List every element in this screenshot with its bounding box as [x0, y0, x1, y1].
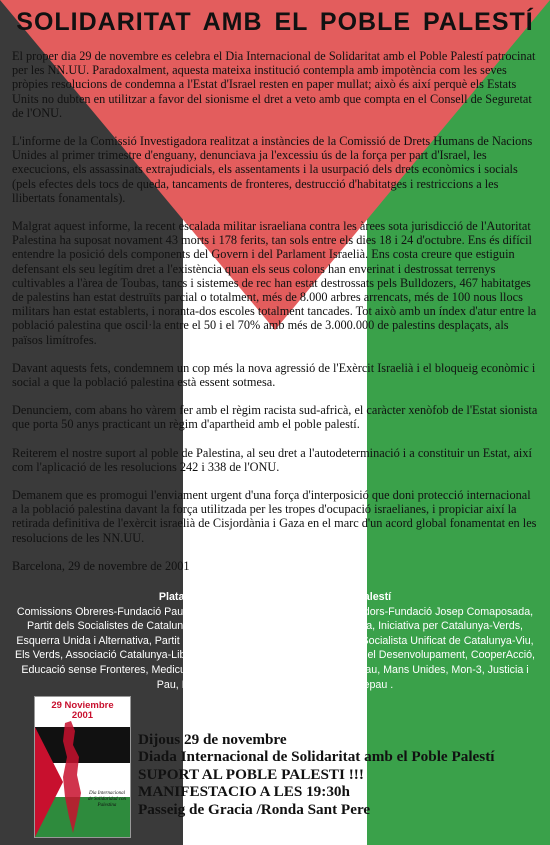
poster-flag-map-icon [35, 697, 130, 837]
paragraph-support: Reiterem el nostre suport al poble de Palestina, al seu dret a l'autodeterminació i a constituir un Estat, així com l'aplicació de les resolucions 242 i 338 de l'ONU. [12, 445, 532, 474]
paragraph-condemnation: Davant aquests fets, condemnem un cop més la nova agressió de l'Exèrcit Israelià i el bloqueig econòmic i social a que la població palestina està essent sotmesa. [12, 360, 536, 390]
poster-caption: Dia Internacional de Solidaridad con Palestina [87, 791, 127, 808]
event-details [138, 731, 543, 818]
poster-date-year: 2001 [71, 710, 94, 721]
platform-heading: Plataforma de Solidaritat amb el Poble Palestí [158, 591, 392, 603]
paragraph-apartheid: Denunciem, com abans ho vàrem fer amb el règim racista sud-africà, el caràcter xenòfob de l'Estat sionista que porta 50 anys practicant un règim d'apartheid amb el poble palestí. [12, 403, 538, 432]
poster-date-day: 29 Noviembre [51, 700, 114, 711]
event-name: Diada Internacional de Solidaritat amb el Poble Palestí [138, 748, 495, 766]
paragraph-un-resolutions: El proper dia 29 de novembre es celebra el Dia Internacional de Solidaritat amb el Poble Palestí patrocinat per les NN.UU. Paradoxalment, aquesta mateixa institució contempla amb impotència com les seves pròpies resolucions de condemna a l'Estat d'Israel resten en paper mullat; això és així perquè els Estats Units no dubten en utilitzar a favor del sionisme el dret a veto amb que compta en el Consell de Seguretat de l'ONU. [12, 49, 536, 120]
event-date: Dijous 29 de novembre [138, 731, 287, 748]
event-slogan: SUPORT AL POBLE PALESTI !!! [138, 765, 364, 783]
paragraph-military-escalation: Malgrat aquest informe, la recent escalada militar israeliana contra les àrees sota jurisdicció de l'Autoritat Palestina ha suposat novament 43 morts i 178 ferits, tan sols entre els dies 18 i 24 d'octubre. Ens és difícil entendre la posició dels components del Govern i del Parlament Israelià. Ens costa creure que estiguin defensant els seu legítim dret a l'existència quan els seus colons han enverinat i destrossat terrenys cultivables a l'àrea de Toubas, tancs i sistemes de rec han estat destrossats pels Bulldozers, 467 habitatges de palestins han estat destruïts parcial o totalment, més de 8.000 arbres arrencats, més de 100 nous llocs militars han estat establerts, i noranta-dos escoles totalment tancades. Tot això amb un índex d'atur entre la població palestina que oscil·la entre el 50 i el 70% amb més de 3.000.000 de palestins desplaçats, als països limítrofes. [12, 219, 537, 347]
statement-body [12, 49, 539, 587]
signatories-block [14, 590, 536, 692]
page-title: SOLIDARITAT AMB EL POBLE PALESTÍ [16, 8, 534, 36]
signatories-list: Comissions Obreres-Fundació Pau i Solidaritat, Unió General de Treballadors-Fundació Josep Comaposada, Partit dels Socialistes de Catalunya, Esquerra Republicana de Catalunya, Iniciativa per Catalunya-Verds, Esquerra Unida i Alternativa, Partit dels Comunistes de Catalunya, Partit Socialista Unificat de Catalunya-Viu, Els Verds, Associació Catalunya-Liban, Federació Catalana de ONG's per el Desenvolupament, CooperAcció, Educació sense Fronteres, Medicus Mundi, Associació Catalana per la Pau, Mans Unides, Mon-3, Justicia i Pau, Fundació Per la Pau, Enrepobles, Sodepau . [14, 605, 536, 691]
signoff: Barcelona, 29 de novembre de 2001 [12, 558, 190, 573]
paragraph-commission-report: L'informe de la Comissió Investigadora realitzat a instàncies de la Comissió de Drets Humans de Nacions Unides al primer trimestre d'enguany, denunciava ja l'excessiu ús de la força per part d'Israel, les execucions, els assassinats extrajudicials, els assentaments i la usurpació dels drets econòmics i socials (pels efectes dels tocs de queda, tancaments de fronteres, destrucció d'habitatges i restriccions a les llibertats fonamentals). [12, 134, 533, 205]
event-location: Passeig de Gracia /Ronda Sant Pere [138, 800, 371, 818]
paragraph-demand: Demanem que es promogui l'enviament urgent d'una força d'interposició que doni protecció internacional a la població palestina davant la força utilitzada per les tropes d'ocupació israelianes, i propiciar així la retirada definitiva de l'exèrcit israelià de Cisjordània i Gaza en el marc d'un acord global fonamentat en les resolucions de les NN.UU. [12, 488, 537, 545]
event-poster [34, 696, 131, 838]
event-time: MANIFESTACIO A LES 19:30h [138, 783, 350, 801]
